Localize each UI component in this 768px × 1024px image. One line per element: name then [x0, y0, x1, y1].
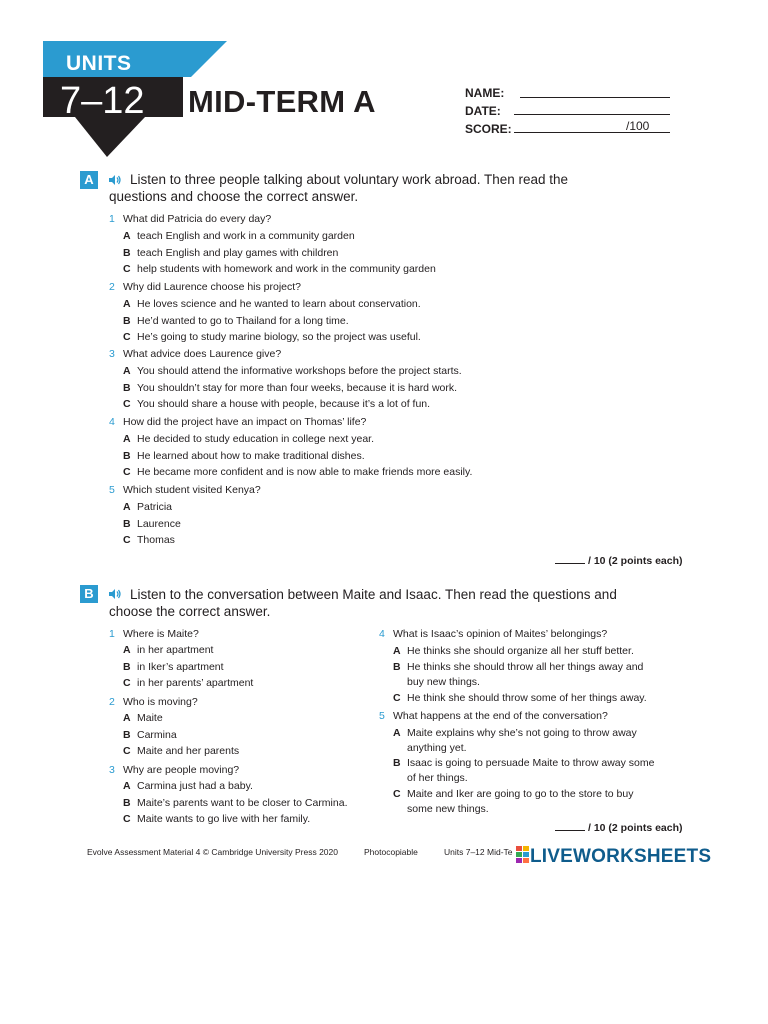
question-1 [109, 628, 199, 640]
option-5-B[interactable] [393, 757, 654, 769]
option-letter: B [123, 728, 131, 741]
option-letter: B [123, 660, 131, 673]
question-1 [109, 213, 271, 225]
option-letter: C [123, 745, 131, 757]
option-text: Isaac is going to persuade Maite to throw away some [407, 757, 655, 769]
option-1-A[interactable] [123, 644, 213, 656]
option-4-B[interactable] [123, 450, 365, 462]
option-text: in her parents’ apartment [137, 677, 254, 689]
option-text-continued: of her things. [407, 771, 468, 784]
option-text: You should share a house with people, because it’s a lot of fun. [137, 398, 431, 411]
option-5-A[interactable] [123, 501, 172, 513]
option-5-B[interactable] [123, 518, 181, 530]
option-text: He’s going to study marine biology, so the project was useful. [137, 331, 421, 344]
question-number: 3 [109, 348, 115, 360]
date-label: DATE: [465, 104, 501, 118]
option-letter: A [123, 712, 131, 724]
option-letter: B [123, 381, 131, 394]
option-text: He thinks she should organize all her stuff better. [407, 645, 634, 657]
option-text: He’d wanted to go to Thailand for a long time. [137, 314, 349, 327]
option-text: Patricia [137, 501, 173, 513]
name-field[interactable] [520, 97, 670, 98]
date-field[interactable] [514, 114, 670, 115]
question-number: 4 [379, 628, 385, 640]
option-text: Laurence [137, 517, 181, 530]
option-text-continued: some new things. [407, 802, 489, 815]
audio-speaker-icon[interactable] [108, 587, 122, 601]
option-text: Carmina just had a baby. [137, 780, 253, 792]
option-letter: C [123, 813, 131, 825]
liveworksheets-logo-text: LIVEWORKSHEETS [530, 846, 712, 867]
footer-unit-ref: Units 7–12 Mid-Te [444, 847, 513, 857]
question-4 [109, 416, 366, 428]
units-label: UNITS [66, 52, 132, 75]
option-2-B[interactable] [123, 315, 349, 327]
question-text: How did the project have an impact on Thomas’ life? [123, 416, 367, 428]
section-b-score: / 10 (2 points each) [555, 822, 683, 834]
audio-speaker-icon[interactable] [108, 173, 122, 187]
option-1-C[interactable] [123, 263, 436, 275]
option-letter: B [123, 449, 131, 462]
option-letter: C [123, 466, 131, 479]
question-4 [379, 628, 607, 640]
score-label: SCORE: [465, 122, 512, 136]
option-text: Thomas [137, 534, 175, 547]
footer-copyright: Evolve Assessment Material 4 © Cambridge University Press 2020 [87, 847, 338, 857]
question-text: What is Isaac’s opinion of Maites’ belongings? [393, 628, 608, 640]
option-text: Maite and her parents [137, 745, 240, 757]
option-text-continued: anything yet. [407, 741, 467, 754]
option-text: in her apartment [137, 644, 214, 656]
option-1-B[interactable] [123, 247, 338, 259]
option-text: Maite’s parents want to be closer to Carmina. [137, 796, 348, 809]
section-a-label: A [80, 171, 98, 189]
option-letter: A [123, 780, 131, 792]
question-number: 5 [109, 484, 115, 496]
question-5 [109, 484, 261, 496]
option-3-C[interactable] [123, 813, 310, 825]
option-letter: C [123, 331, 131, 344]
question-3 [109, 348, 281, 360]
option-text: Maite and Iker are going to go to the store to buy [407, 788, 634, 800]
question-text: Why did Laurence choose his project? [123, 281, 302, 293]
option-text-continued: buy new things. [407, 675, 480, 688]
option-text: He learned about how to make traditional dishes. [137, 449, 365, 462]
option-letter: C [393, 788, 401, 800]
option-4-A[interactable] [393, 645, 634, 657]
section-a-instruction-line1: Listen to three people talking about voluntary work abroad. Then read the [130, 172, 569, 187]
option-5-C[interactable] [123, 534, 175, 546]
option-1-A[interactable] [123, 230, 355, 242]
option-letter: B [123, 246, 131, 259]
option-letter: A [393, 645, 401, 657]
section-a-score: / 10 (2 points each) [555, 555, 683, 567]
option-text: help students with homework and work in the community garden [137, 263, 436, 276]
option-text: Maite explains why she’s not going to throw away [407, 727, 637, 739]
option-letter: C [393, 692, 401, 704]
question-number: 1 [109, 628, 115, 640]
score-total: /100 [626, 119, 650, 133]
question-2 [109, 696, 198, 708]
option-3-B[interactable] [123, 382, 457, 394]
question-2 [109, 281, 301, 293]
option-text: He thinks she should throw all her things away and [407, 661, 644, 673]
question-number: 3 [109, 764, 115, 776]
question-number: 2 [109, 281, 115, 293]
option-text: He think she should throw some of her things away. [407, 692, 647, 704]
section-b-instruction-line2: choose the correct answer. [109, 604, 271, 619]
option-letter: B [393, 757, 401, 769]
name-label: NAME: [465, 86, 505, 100]
liveworksheets-logo[interactable] [516, 846, 711, 868]
option-letter: A [123, 501, 131, 513]
option-letter: C [123, 677, 131, 689]
option-4-C[interactable] [123, 466, 472, 478]
page-title: MID-TERM A [188, 84, 376, 119]
option-text: Maite wants to go live with her family. [137, 813, 311, 825]
option-text: He became more confident and is now able to make friends more easily. [137, 466, 473, 479]
option-2-A[interactable] [123, 712, 163, 724]
option-letter: A [123, 365, 131, 377]
option-4-A[interactable] [123, 433, 374, 445]
question-text: Why are people moving? [123, 764, 240, 776]
units-range: 7–12 [60, 80, 145, 122]
liveworksheets-logo-icon [516, 846, 530, 864]
option-letter: B [123, 517, 131, 530]
question-text: Which student visited Kenya? [123, 484, 261, 496]
option-2-C[interactable] [123, 331, 421, 343]
option-3-C[interactable] [123, 398, 430, 410]
option-text: teach English and play games with children [137, 246, 339, 259]
option-text: You should attend the informative workshops before the project starts. [137, 365, 462, 377]
option-letter: A [123, 298, 131, 310]
option-1-B[interactable] [123, 661, 224, 673]
option-3-A[interactable] [123, 365, 462, 377]
footer-photocopiable: Photocopiable [364, 847, 418, 857]
option-letter: A [123, 230, 131, 242]
option-4-C[interactable] [393, 692, 647, 704]
option-2-B[interactable] [123, 729, 177, 741]
option-5-A[interactable] [393, 727, 637, 739]
option-text: He decided to study education in college next year. [137, 433, 374, 445]
option-4-B[interactable] [393, 661, 643, 673]
option-letter: B [123, 796, 131, 809]
question-number: 5 [379, 710, 385, 722]
question-number: 2 [109, 696, 115, 708]
question-number: 1 [109, 213, 115, 225]
option-3-A[interactable] [123, 780, 253, 792]
question-number: 4 [109, 416, 115, 428]
option-text: in Iker’s apartment [137, 660, 224, 673]
question-text: What advice does Laurence give? [123, 348, 282, 360]
option-1-C[interactable] [123, 677, 253, 689]
option-5-C[interactable] [393, 788, 633, 800]
option-letter: A [123, 433, 131, 445]
option-text: teach English and work in a community garden [137, 230, 355, 242]
section-a-instruction-line2: questions and choose the correct answer. [109, 189, 359, 204]
question-3 [109, 764, 239, 776]
option-letter: C [123, 398, 131, 411]
question-text: Who is moving? [123, 696, 198, 708]
option-letter: A [123, 644, 131, 656]
option-3-B[interactable] [123, 797, 348, 809]
question-text: Where is Maite? [123, 628, 199, 640]
option-text: Carmina [137, 728, 177, 741]
section-b-instruction-line1: Listen to the conversation between Maite and Isaac. Then read the questions and [130, 587, 617, 602]
option-letter: C [123, 534, 131, 547]
option-letter: C [123, 263, 131, 276]
option-letter: B [393, 661, 401, 673]
option-text: You shouldn’t stay for more than four weeks, because it is hard work. [137, 381, 458, 394]
option-text: He loves science and he wanted to learn about conservation. [137, 298, 421, 310]
option-text: Maite [137, 712, 163, 724]
section-b-label: B [80, 585, 98, 603]
option-letter: A [393, 727, 401, 739]
question-text: What did Patricia do every day? [123, 213, 272, 225]
question-text: What happens at the end of the conversation? [393, 710, 608, 722]
question-5 [379, 710, 608, 722]
option-letter: B [123, 314, 131, 327]
option-2-C[interactable] [123, 745, 239, 757]
option-2-A[interactable] [123, 298, 421, 310]
